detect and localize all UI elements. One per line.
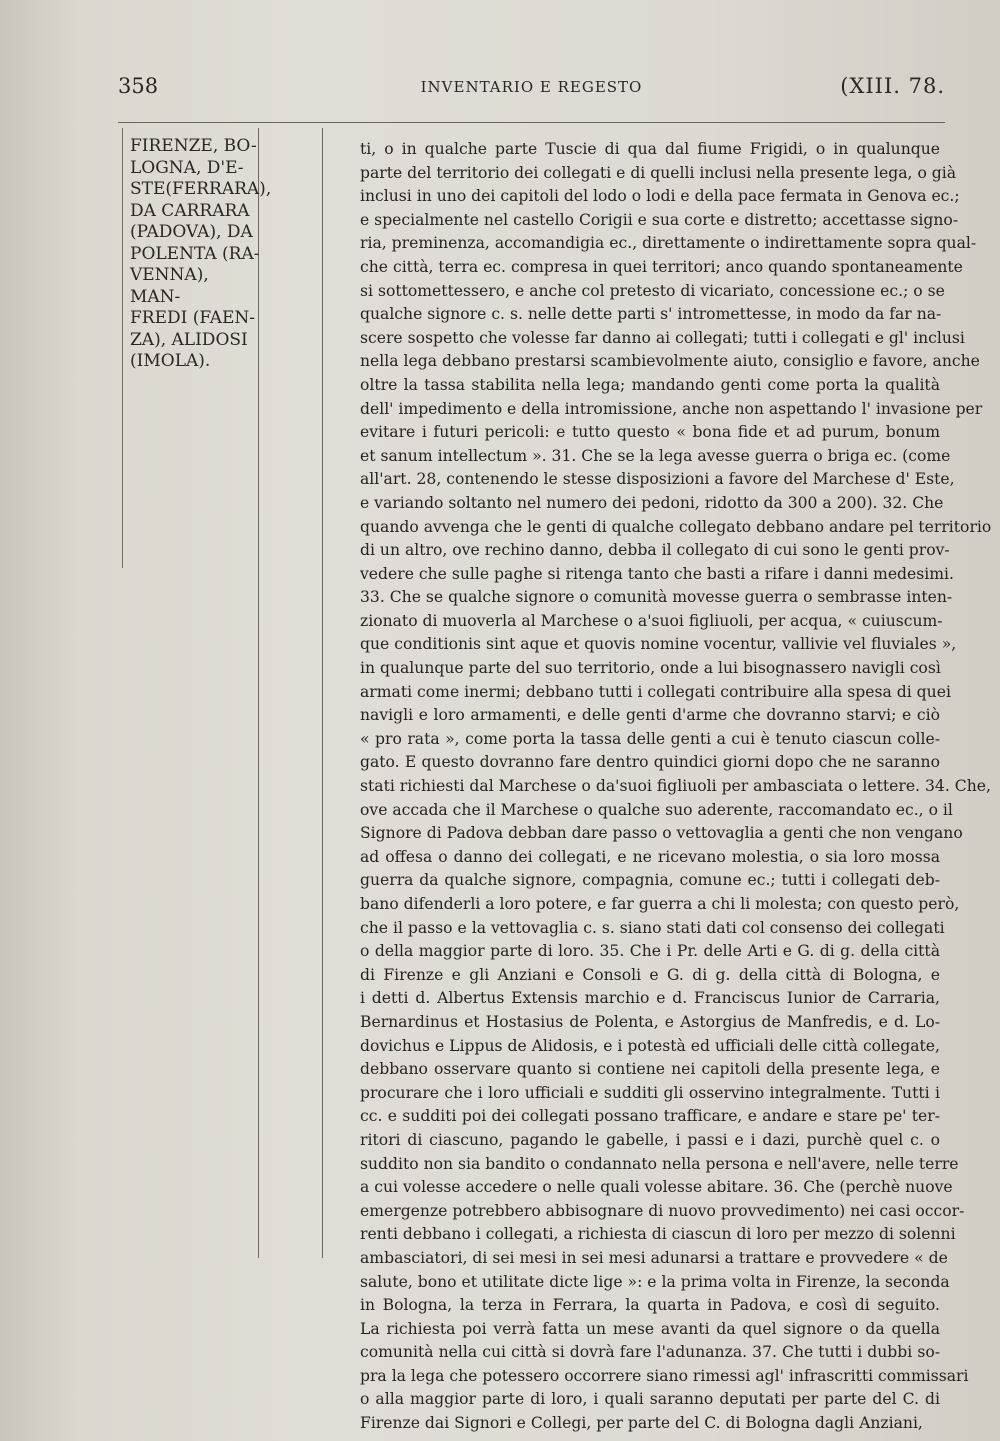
- body-line: salute, bono et utilitate dicte lige »: e la prima volta in Firenze, la seconda: [360, 1272, 950, 1291]
- body-line: Signore di Padova debban dare passo o vettovaglia a genti che non vengano: [360, 824, 963, 843]
- body-line: que conditionis sint aque et quovis nomine vocentur, vallivie vel fluviales »,: [360, 635, 957, 654]
- body-line: La richiesta poi verrà fatta un mese avanti da quel signore o da quella: [360, 1319, 940, 1338]
- body-line: di Firenze e gli Anziani e Consoli e G. di g. della città di Bologna, e: [360, 965, 940, 984]
- margin-column-rule-right: [322, 128, 323, 1258]
- body-line: stati richiesti dal Marchese o da'suoi figliuoli per ambasciata o lettere. 34. Che,: [360, 777, 991, 796]
- margin-note-line: FIRENZE, BO-: [130, 136, 257, 156]
- body-line: navigli e loro armamenti, e delle genti d'arme che dovranno starvi; e ciò: [360, 706, 940, 725]
- body-text: [360, 138, 992, 1436]
- body-line: suddito non sia bandito o condannato nella persona e nell'avere, nelle terre: [360, 1154, 959, 1173]
- body-line: che il passo e la vettovaglia c. s. siano stati dati col consenso dei collegati: [360, 918, 945, 937]
- body-line: o della maggior parte di loro. 35. Che i Pr. delle Arti e G. di g. della città: [360, 942, 940, 961]
- body-line: qualche signore c. s. nelle dette parti s' intromettesse, in modo da far na-: [360, 305, 942, 324]
- body-line: e specialmente nel castello Corigii e sua corte e distretto; accettasse signo-: [360, 210, 959, 229]
- body-line: debbano osservare quanto si contiene nei capitoli della presente lega, e: [360, 1060, 940, 1079]
- body-line: si sottomettessero, e anche col pretesto di vicariato, concessione ec.; o se: [360, 281, 945, 300]
- body-line: evitare i futuri pericoli: e tutto questo « bona fide et ad purum, bonum: [360, 423, 940, 442]
- body-line: inclusi in uno dei capitoli del lodo o lodi e della pace fermata in Genova ec.;: [360, 187, 960, 206]
- body-line: dell' impedimento e della intromissione, anche non aspettando l' invasione per: [360, 399, 983, 418]
- body-line: procurare che i loro ufficiali e sudditi gli osservino integralmente. Tutti i: [360, 1083, 940, 1102]
- body-line: all'art. 28, contenendo le stesse disposizioni a favore del Marchese d' Este,: [360, 470, 955, 489]
- body-line: et sanum intellectum ». 31. Che se la lega avesse guerra o briga ec. (come: [360, 446, 951, 465]
- header-rule: [118, 122, 945, 123]
- body-line: in qualunque parte del suo territorio, onde a lui bisognassero navigli così: [360, 659, 941, 678]
- body-line: nella lega debbano prestarsi scambievolmente aiuto, consiglio e favore, anche: [360, 352, 980, 371]
- margin-note-line: ZA), ALIDOSI: [130, 329, 248, 350]
- body-line: ria, preminenza, accomandigia ec., direttamente o indirettamente sopra qual-: [360, 234, 977, 253]
- margin-note-line: (IMOLA).: [130, 351, 211, 371]
- body-line: emergenze potrebbero abbisognare di nuovo provvedimento) nei casi occor-: [360, 1201, 965, 1220]
- margin-note-line: VENNA), MAN-: [130, 265, 209, 307]
- body-line: cc. e sudditi poi dei collegati possano trafficare, e andare e stare pe' ter-: [360, 1107, 940, 1126]
- body-line: di un altro, ove rechino danno, debba il collegato di cui sono le genti prov-: [360, 541, 950, 560]
- body-line: i detti d. Albertus Extensis marchio e d. Franciscus Iunior de Carraria,: [360, 989, 940, 1008]
- body-line: bano difenderli a loro potere, e far guerra a chi li molesta; con questo però,: [360, 895, 960, 913]
- margin-column-rule-left: [122, 128, 123, 568]
- body-line: ambasciatori, di sei mesi in sei mesi adunarsi a trattare e provvedere « de: [360, 1248, 948, 1267]
- body-line: pra la lega che potessero occorrere siano rimessi agl' infrascritti commissari: [360, 1366, 969, 1385]
- body-line: comunità nella cui città si dovrà fare l'adunanza. 37. Che tutti i dubbi so-: [360, 1343, 940, 1362]
- margin-note-line: DA CARRARA: [130, 200, 250, 221]
- body-line: 33. Che se qualche signore o comunità movesse guerra o sembrasse inten-: [360, 588, 953, 607]
- body-line: che città, terra ec. compresa in quei territori; anco quando spontaneamente: [360, 257, 963, 276]
- margin-note-line: STE(FERRARA),: [130, 179, 272, 199]
- margin-note-line: (PADOVA), DA: [130, 222, 253, 242]
- running-title: INVENTARIO E REGESTO: [420, 78, 643, 96]
- body-line: guerra da qualche signore, compagnia, comune ec.; tutti i collegati deb-: [360, 871, 940, 890]
- margin-note-line: FREDI (FAEN-: [130, 308, 256, 328]
- body-line: ad offesa o danno dei collegati, e ne ricevano molestia, o sia loro mossa: [360, 847, 940, 866]
- body-line: renti debbano i collegati, a richiesta di ciascun di loro per mezzo di solenni: [360, 1225, 956, 1244]
- body-line: in Bologna, la terza in Ferrara, la quarta in Padova, e così di seguito.: [360, 1296, 940, 1315]
- body-line: ritori di ciascuno, pagando le gabelle, i passi e i dazi, purchè quel c. o: [360, 1130, 940, 1149]
- body-line: « pro rata », come porta la tassa delle genti a cui è tenuto ciascun colle-: [360, 729, 940, 748]
- body-line: dovichus e Lippus de Alidosis, e i potestà ed ufficiali delle città collegate,: [360, 1036, 940, 1055]
- body-line: ti, o in qualche parte Tuscie di qua dal fiume Frigidi, o in qualunque: [360, 140, 940, 158]
- body-line: ove accada che il Marchese o qualche suo aderente, raccomandato ec., o il: [360, 800, 953, 819]
- body-line: Bernardinus et Hostasius de Polenta, e Astorgius de Manfredis, e d. Lo-: [360, 1012, 940, 1031]
- margin-note: [130, 136, 272, 373]
- body-line: gato. E questo dovranno fare dentro quindici giorni dopo che ne saranno: [360, 753, 940, 772]
- body-line: scere sospetto che volesse far danno ai collegati; tutti i collegati e gl' inclusi: [360, 328, 965, 347]
- body-line: e variando soltanto nel numero dei pedoni, ridotto da 300 a 200). 32. Che: [360, 493, 944, 512]
- margin-note-line: POLENTA (RA-: [130, 243, 260, 264]
- body-line: oltre la tassa stabilita nella lega; mandando genti come porta la qualità: [360, 375, 940, 394]
- page-number: 358: [118, 74, 159, 98]
- body-line: quando avvenga che le genti di qualche collegato debbano andare pel territorio: [360, 517, 992, 536]
- body-line: o alla maggior parte di loro, i quali saranno deputati per parte del C. di: [360, 1390, 940, 1409]
- section-reference: (XIII. 78.: [840, 74, 945, 98]
- body-line: Firenze dai Signori e Collegi, per parte del C. di Bologna dagli Anziani,: [360, 1414, 923, 1433]
- body-line: armati come inermi; debbano tutti i collegati contribuire alla spesa di quei: [360, 682, 951, 701]
- body-line: parte del territorio dei collegati e di quelli inclusi nella presente lega, o già: [360, 163, 957, 182]
- body-line: a cui volesse accedere o nelle quali volesse abitare. 36. Che (perchè nuove: [360, 1178, 953, 1197]
- body-line: zionato di muoverla al Marchese o a'suoi figliuoli, per acqua, « cuiuscum-: [360, 611, 943, 630]
- margin-note-line: LOGNA, D'E-: [130, 157, 244, 178]
- body-line: vedere che sulle paghe si ritenga tanto che basti a rifare i danni medesimi.: [360, 564, 954, 583]
- running-head: [118, 70, 945, 106]
